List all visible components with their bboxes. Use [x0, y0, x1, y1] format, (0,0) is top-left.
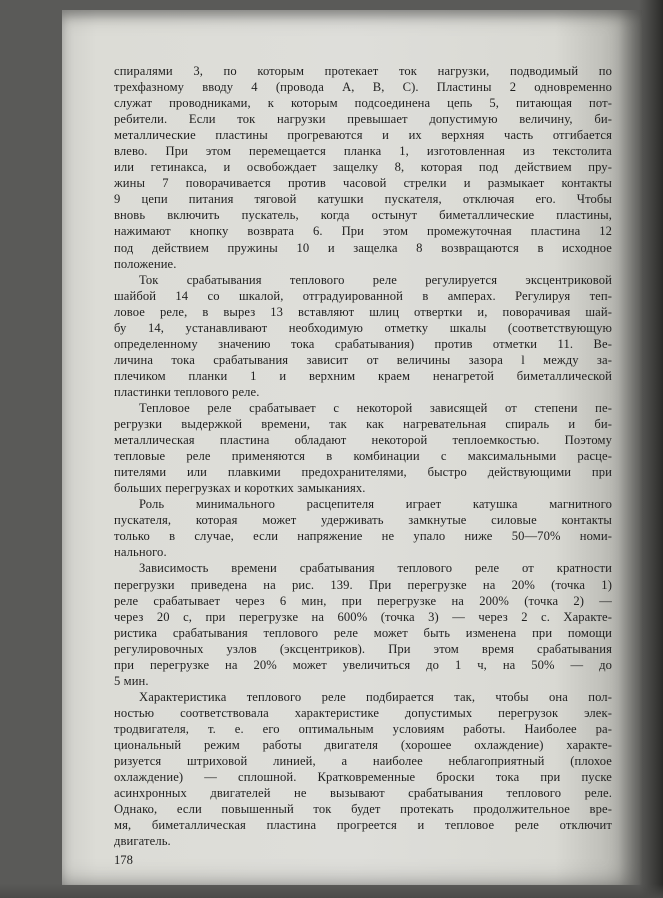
text-line: спиралями 3, по которым протекает ток нагрузки, подводимый по: [114, 64, 612, 78]
text-line: реле срабатывает через 6 мин, при перегрузке на 200% (точка 2) —: [114, 593, 612, 608]
text-line: положение.: [114, 256, 177, 271]
text-line: ризуется штриховой линией, а наиболее неблагоприятный (плохое: [114, 754, 612, 769]
text-line: Тепловое реле срабатывает с некоторой зависящей от степени пе-: [139, 400, 612, 415]
text-line: пластинки теплового реле.: [114, 384, 260, 399]
text-line: охлаждение) — сплошной. Кратковременные броски тока при пуске: [114, 770, 612, 785]
text-line: пителями или плавкими предохранителями, быстро действующими при: [114, 465, 612, 480]
text-line: нального.: [114, 545, 167, 560]
text-line: 5 мин.: [114, 673, 149, 688]
text-line: или гетинакса, и освобождает защелку 8, которая под действием пру-: [114, 160, 612, 175]
text-line: определенному значению тока срабатывания) против отметки 11. Ве-: [114, 336, 612, 351]
text-line: регрузки выдержкой времени, так как нагревательная спираль и би-: [114, 417, 612, 432]
text-line: тродвигателя, т. е. его оптимальным условиям работы. Наиболее ра-: [114, 721, 612, 736]
text-line: влево. При этом перемещается планка 1, изготовленная из текстолита: [114, 144, 612, 159]
text-line: нажимают кнопку возврата 6. При этом промежуточная пластина 12: [114, 224, 612, 239]
text-line: ребители. Если ток нагрузки превышает допустимую величину, би-: [114, 112, 612, 127]
text-line: Однако, если повышенный ток будет протекать продолжительное вре-: [114, 802, 612, 817]
text-line: Зависимость времени срабатывания теплового реле от кратности: [139, 561, 612, 576]
text-line: при перегрузке на 20% может увеличиться до 1 ч, на 50% — до: [114, 657, 612, 672]
text-line: личина тока срабатывания зависит от величины зазора l между за-: [114, 352, 612, 367]
text-line: бу 14, устанавливают необходимую отметку шкалы (соответствующую: [114, 320, 612, 335]
text-line: 9 цепи питания тяговой катушки пускателя, отключая его. Чтобы: [114, 192, 612, 207]
text-line: ристика срабатывания теплового реле может быть изменена при помощи: [114, 625, 612, 640]
text-line: циональный режим работы двигателя (хорошее охлаждение) характе-: [114, 737, 612, 752]
text-line: только в случае, если напряжение не упало ниже 50—70% номи-: [114, 529, 612, 544]
text-line: под действием пружины 10 и защелка 8 возвращаются в исходное: [114, 240, 612, 255]
body-text: [114, 63, 612, 849]
text-line: мя, биметаллическая пластина прогреется и тепловое реле отключит: [114, 818, 612, 833]
text-line: вновь включить пускатель, когда остынут биметаллические пластины,: [114, 208, 612, 223]
text-line: ловое реле, в вырез 13 вставляют шлиц отвертки и, поворачивая шай-: [114, 304, 612, 319]
text-line: Ток срабатывания теплового реле регулируется эксцентриковой: [139, 272, 612, 287]
text-line: плечиком планки 1 и верхним краем ненагретой биметаллической: [114, 368, 612, 383]
text-line: тепловые реле применяются в комбинации с максимальными расце-: [114, 449, 612, 464]
text-line: служат проводниками, к которым подсоединена цепь 5, питающая пот-: [114, 96, 612, 111]
page-gutter-shadow: [639, 0, 663, 898]
text-line: Роль минимального расцепителя играет катушка магнитного: [139, 497, 612, 512]
text-line: двигатель.: [114, 834, 171, 849]
text-line: металлическая пластина обладают некоторой теплоемкостью. Поэтому: [114, 433, 612, 448]
text-line: через 20 с, при перегрузке на 600% (точка 3) — через 2 с. Характе-: [114, 609, 612, 624]
text-line: асинхронных двигателей не вызывают срабатывания теплового реле.: [114, 786, 612, 801]
text-line: Характеристика теплового реле подбирается так, чтобы она пол-: [139, 689, 612, 704]
text-line: пускателя, которая может удерживать замкнутые силовые контакты: [114, 513, 612, 528]
text-line: больших перегрузках и коротких замыканиях.: [114, 481, 366, 496]
page-number: 178: [114, 853, 133, 867]
text-line: жины 7 поворачивается против часовой стрелки и размыкает контакты: [114, 176, 612, 191]
text-line: ностью соответствовала характеристике допустимых перегрузок элек-: [114, 705, 612, 720]
text-line: перегрузки приведена на рис. 139. При перегрузке на 20% (точка 1): [114, 577, 612, 592]
text-line: трехфазному вводу 4 (провода A, B, C). Пластины 2 одновременно: [114, 80, 612, 95]
text-line: шайбой 14 со шкалой, отградуированной в амперах. Регулируя теп-: [114, 288, 612, 303]
page-bottom-shadow: [0, 884, 663, 898]
text-line: металлические пластины прогреваются и их верхняя часть отгибается: [114, 128, 612, 143]
text-line: регулировочных узлов (эксцентриков). При этом время срабатывания: [114, 641, 612, 656]
